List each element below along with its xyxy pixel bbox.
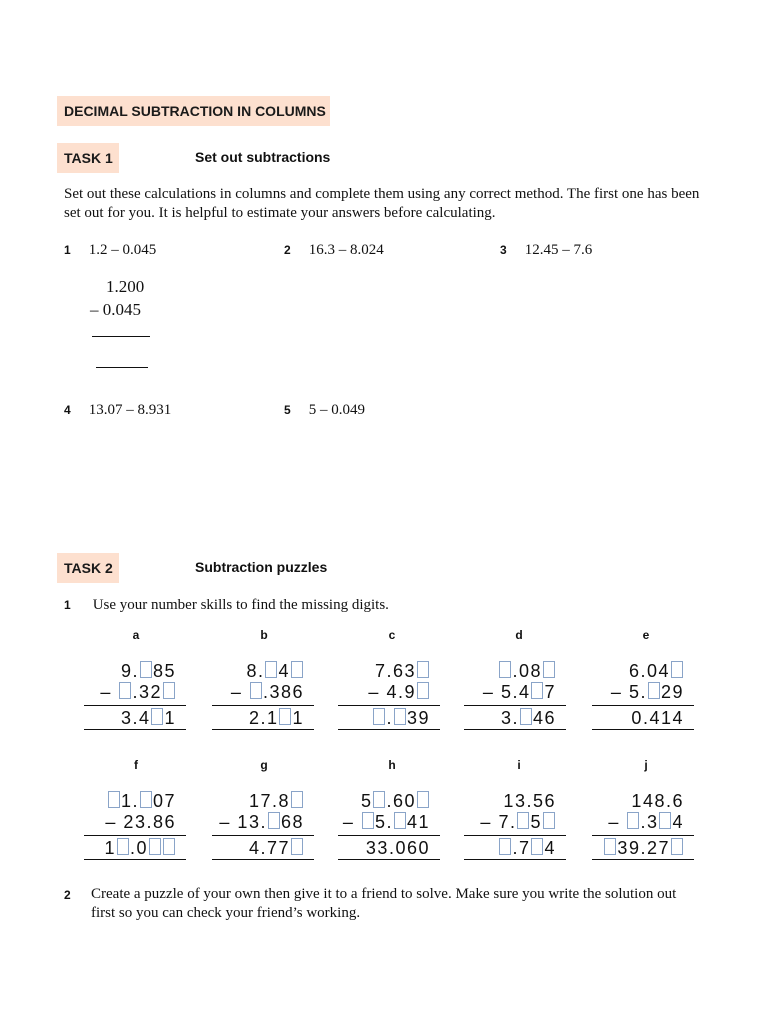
puzzle-rule <box>84 835 186 836</box>
puzzle-label: c <box>388 628 396 642</box>
puzzle-line-subtract: – 5.4 7 <box>482 682 556 702</box>
missing-digit-box <box>119 682 131 699</box>
question-number: 5 <box>284 403 291 417</box>
missing-digit-box <box>543 812 555 829</box>
question-number: 1 <box>64 243 71 257</box>
worked-bottom: – 0.045 <box>90 300 141 319</box>
puzzle-rule <box>592 835 694 836</box>
puzzle-line-answer: . 39 <box>372 707 430 729</box>
puzzle-rule <box>212 835 314 836</box>
puzzle-rule <box>84 729 186 730</box>
question-number: 4 <box>64 403 71 417</box>
question-text: 1.2 – 0.045 <box>88 242 157 258</box>
missing-digit-box <box>140 791 152 808</box>
task1-title: Set out subtractions <box>195 149 331 165</box>
puzzle-line-subtract: – 5. 29 <box>610 682 684 702</box>
puzzle-i <box>456 790 566 860</box>
puzzle-label: i <box>517 758 521 772</box>
puzzle-rule <box>338 835 440 836</box>
puzzle-d <box>456 660 566 730</box>
missing-digit-box <box>604 838 616 855</box>
missing-digit-box <box>291 791 303 808</box>
puzzle-line-subtract: – 5. 41 <box>342 812 430 832</box>
missing-digit-box <box>499 661 511 678</box>
missing-digit-box <box>163 682 175 699</box>
puzzle-line-top: 9. 85 <box>120 661 176 681</box>
missing-digit-box <box>291 838 303 855</box>
puzzle-line-top: 5 .60 <box>361 790 430 812</box>
missing-digit-box <box>291 661 303 678</box>
task1-label <box>57 143 119 173</box>
puzzle-line-subtract: – .3 4 <box>608 812 684 832</box>
puzzle-rule <box>464 705 566 706</box>
question-text: 16.3 – 8.024 <box>308 242 384 258</box>
puzzle-line-top: 7.63 <box>375 660 430 682</box>
puzzle-line-subtract: – 7. 5 <box>480 811 556 833</box>
puzzle-rule <box>84 705 186 706</box>
missing-digit-box <box>417 791 429 808</box>
question-4 <box>64 401 171 419</box>
missing-digit-box <box>517 812 529 829</box>
missing-digit-box <box>279 708 291 725</box>
puzzle-rule <box>464 859 566 860</box>
puzzle-c <box>330 660 440 730</box>
puzzle-line-top: 148.6 <box>631 791 684 811</box>
question-number: 1 <box>64 598 71 612</box>
missing-digit-box <box>265 661 277 678</box>
missing-digit-box <box>149 838 161 855</box>
puzzle-line-top: 13.56 <box>503 791 556 811</box>
puzzle-e <box>584 660 694 730</box>
missing-digit-box <box>140 661 152 678</box>
worked-rule-2 <box>96 367 148 368</box>
puzzle-line-answer: 3. 46 <box>500 708 556 728</box>
puzzle-line-top: .08 <box>498 660 556 682</box>
task1-label-text: TASK 1 <box>64 150 113 166</box>
question-number: 2 <box>64 888 71 902</box>
question-1 <box>64 241 156 259</box>
missing-digit-box <box>531 682 543 699</box>
task2-title: Subtraction puzzles <box>195 559 328 575</box>
puzzle-line-subtract: – 13. 68 <box>219 812 304 832</box>
puzzle-rule <box>592 859 694 860</box>
puzzle-line-top: 1. 07 <box>107 790 176 812</box>
puzzle-line-answer: 1 .0 <box>104 837 176 859</box>
puzzle-rule <box>592 729 694 730</box>
missing-digit-box <box>531 838 543 855</box>
missing-digit-box <box>373 791 385 808</box>
question-5 <box>284 401 365 419</box>
puzzle-rule <box>464 729 566 730</box>
missing-digit-box <box>499 838 511 855</box>
missing-digit-box <box>268 812 280 829</box>
puzzle-line-subtract: – 4.9 <box>368 681 430 703</box>
question-text: 5 – 0.049 <box>308 402 365 418</box>
puzzle-line-top: 6.04 <box>629 660 684 682</box>
puzzle-rule <box>464 835 566 836</box>
puzzle-rule <box>338 729 440 730</box>
missing-digit-box <box>417 661 429 678</box>
question-text: Use your number skills to find the missing digits. <box>92 597 389 613</box>
puzzle-line-answer: 0.414 <box>631 708 684 728</box>
puzzle-line-answer: 33.060 <box>365 838 430 858</box>
missing-digit-box <box>417 682 429 699</box>
puzzle-label: a <box>132 628 140 642</box>
puzzle-label: f <box>134 758 138 772</box>
puzzle-rule <box>212 705 314 706</box>
puzzle-label: g <box>260 758 268 772</box>
task2-question-2-text: Create a puzzle of your own then give it to a friend to solve. Make sure you write the solution out first so you can check your friend’s working. <box>91 886 677 921</box>
puzzle-b <box>204 660 314 730</box>
puzzle-rule <box>84 859 186 860</box>
puzzle-j <box>584 790 694 860</box>
worked-rule-1 <box>92 336 150 337</box>
puzzle-label: j <box>644 758 648 772</box>
task2-question-1 <box>64 596 389 614</box>
question-number: 2 <box>284 243 291 257</box>
missing-digit-box <box>671 838 683 855</box>
missing-digit-box <box>250 682 262 699</box>
task1-instructions: Set out these calculations in columns and complete them using any correct method. The first one has been set out for you. It is helpful to estimate your answers before calculating. <box>64 186 700 221</box>
puzzle-line-top: 17.8 <box>249 790 304 812</box>
puzzle-line-subtract: – .386 <box>230 682 304 702</box>
missing-digit-box <box>394 812 406 829</box>
question-2 <box>284 241 384 259</box>
task2-label <box>57 553 119 583</box>
puzzle-label: d <box>515 628 523 642</box>
puzzle-label: e <box>642 628 650 642</box>
puzzle-label: b <box>260 628 268 642</box>
page-title <box>57 96 330 126</box>
question-text: 13.07 – 8.931 <box>88 402 172 418</box>
puzzle-line-answer: .7 4 <box>498 837 556 859</box>
question-text: 12.45 – 7.6 <box>524 242 593 258</box>
puzzle-a <box>76 660 186 730</box>
missing-digit-box <box>520 708 532 725</box>
missing-digit-box <box>543 661 555 678</box>
puzzle-rule <box>212 859 314 860</box>
puzzle-rule <box>338 859 440 860</box>
missing-digit-box <box>117 838 129 855</box>
puzzle-line-top: 8. 4 <box>246 660 304 682</box>
missing-digit-box <box>394 708 406 725</box>
missing-digit-box <box>163 838 175 855</box>
puzzle-line-answer: 2.1 1 <box>248 708 304 728</box>
missing-digit-box <box>659 812 671 829</box>
question-number: 3 <box>500 243 507 257</box>
puzzle-line-answer: 39.27 <box>603 837 684 859</box>
puzzle-g <box>204 790 314 860</box>
puzzle-line-subtract: – 23.86 <box>105 812 176 832</box>
puzzle-label: h <box>388 758 396 772</box>
missing-digit-box <box>151 708 163 725</box>
page-title-text: DECIMAL SUBTRACTION IN COLUMNS <box>64 103 326 119</box>
missing-digit-box <box>108 791 120 808</box>
puzzle-h <box>330 790 440 860</box>
puzzle-f <box>76 790 186 860</box>
worked-top: 1.200 <box>106 277 145 296</box>
missing-digit-box <box>671 661 683 678</box>
puzzle-line-answer: 3.4 1 <box>120 708 176 728</box>
puzzle-rule <box>338 705 440 706</box>
missing-digit-box <box>648 682 660 699</box>
puzzle-line-answer: 4.77 <box>249 837 304 859</box>
task2-label-text: TASK 2 <box>64 560 113 576</box>
puzzle-line-subtract: – .32 <box>100 681 176 703</box>
missing-digit-box <box>627 812 639 829</box>
question-3 <box>500 241 592 259</box>
puzzle-rule <box>212 729 314 730</box>
puzzle-rule <box>592 705 694 706</box>
missing-digit-box <box>373 708 385 725</box>
missing-digit-box <box>362 812 374 829</box>
